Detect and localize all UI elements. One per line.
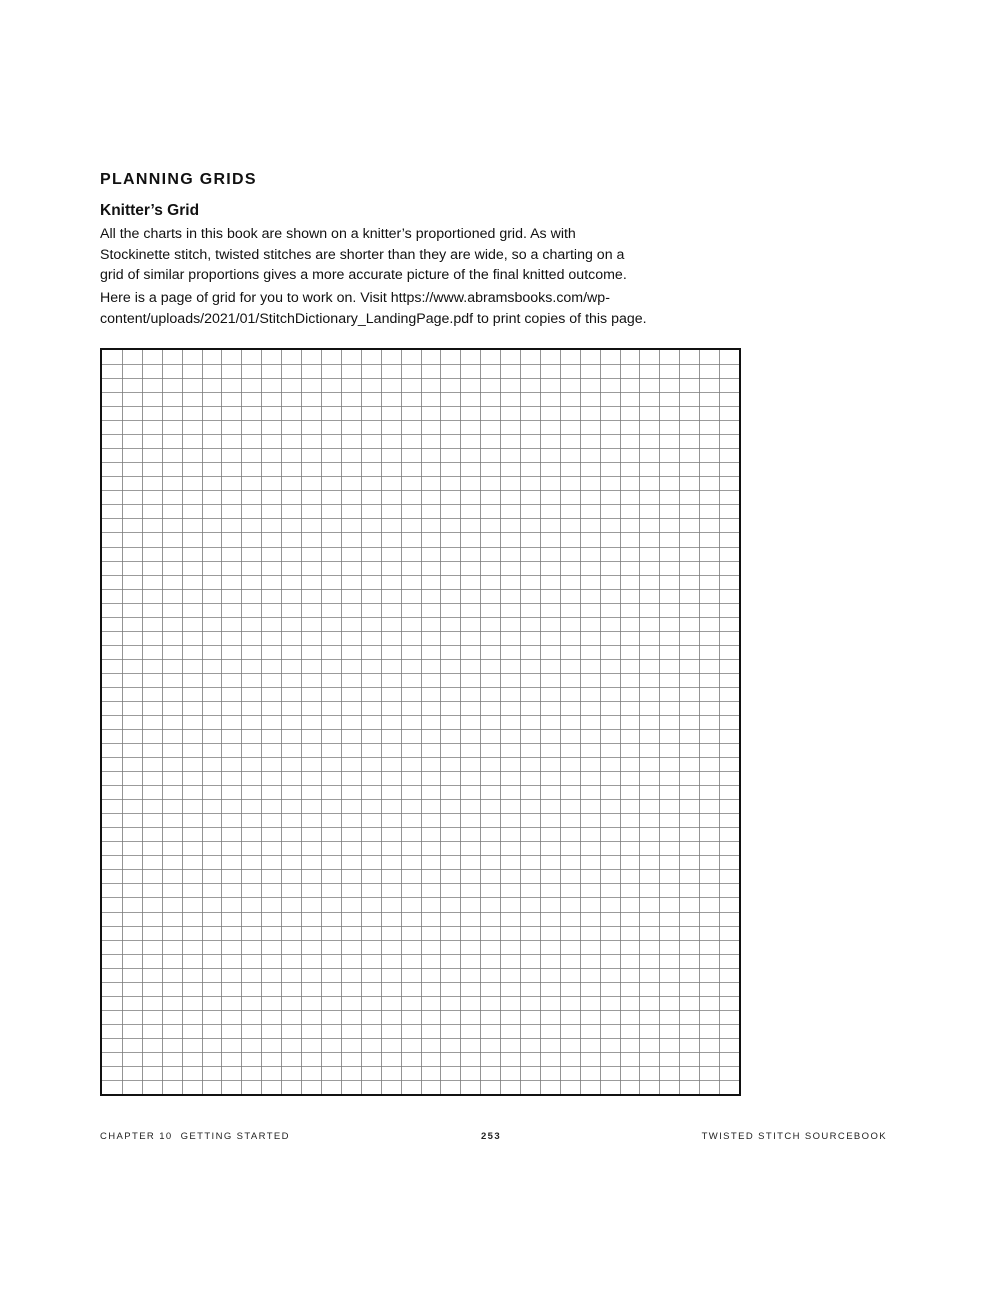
body-line: content/uploads/2021/01/StitchDictionary_LandingPage.pdf to print copies of this page. <box>100 310 647 327</box>
footer-chapter <box>100 1131 290 1143</box>
body-line: Here is a page of grid for you to work on. Visit https://www.abramsbooks.com/wp- <box>100 290 610 306</box>
intro-paragraph <box>100 224 720 286</box>
instructions-paragraph <box>100 288 720 329</box>
footer-chapter-number: CHAPTER 10 <box>100 1131 173 1142</box>
footer-chapter-name: GETTING STARTED <box>180 1131 290 1142</box>
footer-book-title: TWISTED STITCH SOURCEBOOK <box>701 1131 887 1142</box>
body-line: grid of similar proportions gives a more accurate picture of the final knitted outcome. <box>100 267 627 283</box>
section-title: PLANNING GRIDS <box>100 171 257 188</box>
knitters-grid <box>100 348 741 1096</box>
grid-subheading: Knitter’s Grid <box>100 202 200 219</box>
body-line: Stockinette stitch, twisted stitches are shorter than they are wide, so a charting on a <box>100 246 625 263</box>
body-line: All the charts in this book are shown on a knitter’s proportioned grid. As with <box>100 226 576 242</box>
grid-lines <box>102 350 739 1094</box>
page-number: 253 <box>481 1131 502 1142</box>
